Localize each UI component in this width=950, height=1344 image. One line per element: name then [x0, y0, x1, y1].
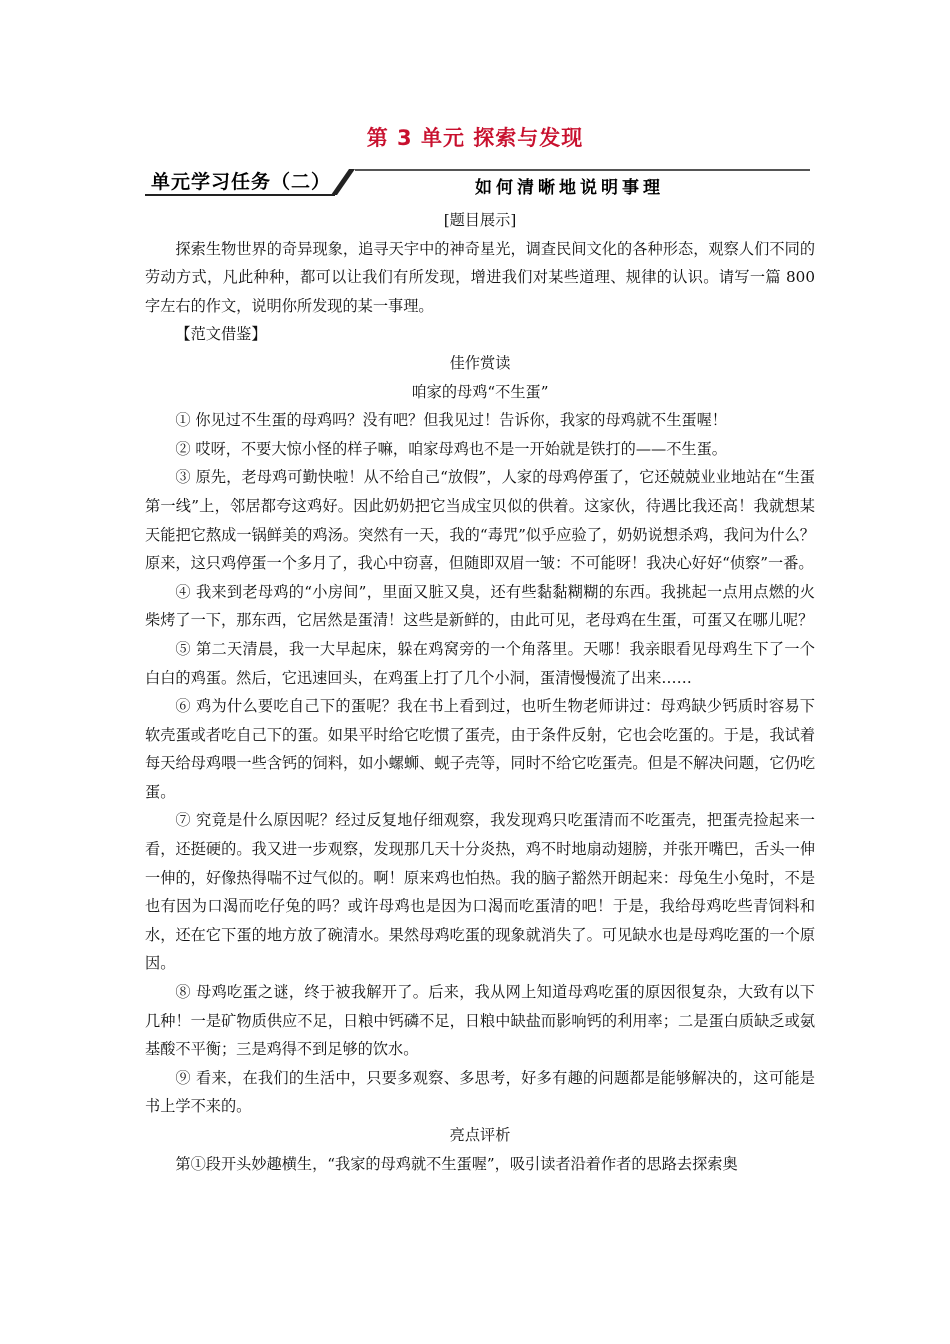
essay-paragraph: ⑧ 母鸡吃蛋之谜，终于被我解开了。后来，我从网上知道母鸡吃蛋的原因很复杂，大致有以下几种！一是矿物质供应不足，日粮中钙磷不足，日粮中缺盐而影响钙的利用率；二是蛋白质缺乏或氨基酸不平衡；三是鸡得不到足够的饮水。 [145, 983, 815, 1059]
review-heading: 亮点评析 [449, 1126, 511, 1144]
model-section-label: 【范文借鉴】 [175, 325, 267, 344]
essay-paragraph: ② 哎呀，不要大惊小怪的样子嘛，咱家母鸡也不是一开始就是铁打的——不生蛋。 [175, 439, 727, 458]
essay-paragraph: ③ 原先，老母鸡可勤快啦！从不给自己“放假”，人家的母鸡停蛋了，它还兢兢业业地站在“生蛋第一线”上，邻居都夸这鸡好。因此奶奶把它当成宝贝似的供着。这家伙，待遇比我还高！我就想某天能把它熬成一锅鲜美的鸡汤。突然有一天，我的“毒咒”似乎应验了，奶奶说想杀鸡，我问为什么？原来，这只鸡停蛋一个多月了，我心中窃喜，但随即双眉一皱：不可能呀！我决心好好“侦察”一番。 [145, 468, 815, 573]
unit-title: 第 3 单元 探索与发现 [366, 126, 584, 150]
task-topic: 如何清晰地说明事理 [475, 178, 664, 198]
document-body [145, 206, 815, 1178]
essay-title: 咱家的母鸡“不生蛋” [411, 382, 549, 401]
model-subheading: 佳作赏读 [449, 353, 511, 372]
essay-paragraph: ① 你见过不生蛋的母鸡吗？没有吧？但我见过！告诉你，我家的母鸡就不生蛋喔！ [175, 411, 727, 430]
essay-paragraph: ⑦ 究竟是什么原因呢？经过反复地仔细观察，我发现鸡只吃蛋清而不吃蛋壳，把蛋壳捡起来一看，还挺硬的。我又进一步观察，发现那几天十分炎热，鸡不时地扇动翅膀，并张开嘴巴，舌头一伸一伸的，好像热得喘不过气似的。啊！原来鸡也怕热。我的脑子豁然开朗起来：母兔生小兔时，不是也有因为口渴而吃仔兔的吗？或许母鸡也是因为口渴而吃蛋清的吧！于是，我给母鸡吃些青饲料和水，还在它下蛋的地方放了碗清水。果然母鸡吃蛋的现象就消失了。可见缺水也是母鸡吃蛋的一个原因。 [145, 811, 815, 973]
review-text: 第①段开头妙趣横生，“我家的母鸡就不生蛋喔”，吸引读者沿着作者的思路去探索奥 [175, 1154, 738, 1173]
essay-paragraph: ⑥ 鸡为什么要吃自己下的蛋呢？我在书上看到过，也听生物老师讲过：母鸡缺少钙质时容易下软壳蛋或者吃自己下的蛋。如果平时给它吃惯了蛋壳，由于条件反射，它也会吃蛋的。于是，我试着每天给母鸡喂一些含钙的饲料，如小螺蛳、蚬子壳等，同时不给它吃蛋壳。但是不解决问题，它仍吃蛋。 [145, 697, 815, 801]
banner-rule [355, 169, 810, 171]
essay-paragraph: ⑨ 看来，在我们的生活中，只要多观察、多思考，好多有趣的问题都是能够解决的，这可能是书上学不来的。 [145, 1068, 815, 1116]
task-banner [145, 163, 810, 199]
prompt-heading: [题目展示] [443, 211, 517, 229]
prompt-text: 探索生物世界的奇异现象，追寻天宇中的神奇星光，调查民间文化的各种形态，观察人们不同的劳动方式，凡此种种，都可以让我们有所发现，增进我们对某些道理、规律的认识。请写一篇 800 字左右的作文，说明你所发现的某一事理。 [145, 239, 815, 315]
task-label: 单元学习任务（二） [151, 171, 332, 193]
essay-paragraph: ⑤ 第二天清晨，我一大早起床，躲在鸡窝旁的一个角落里。天哪！我亲眼看见母鸡生下了一个白白的鸡蛋。然后，它迅速回头，在鸡蛋上打了几个小洞，蛋清慢慢流了出来…… [145, 639, 815, 687]
essay-paragraph: ④ 我来到老母鸡的“小房间”，里面又脏又臭，还有些黏黏糊糊的东西。我挑起一点用点燃的火柴烤了一下，那东西，它居然是蛋清！这些是新鲜的，由此可见，老母鸡在生蛋，可蛋又在哪儿呢？ [145, 582, 815, 630]
